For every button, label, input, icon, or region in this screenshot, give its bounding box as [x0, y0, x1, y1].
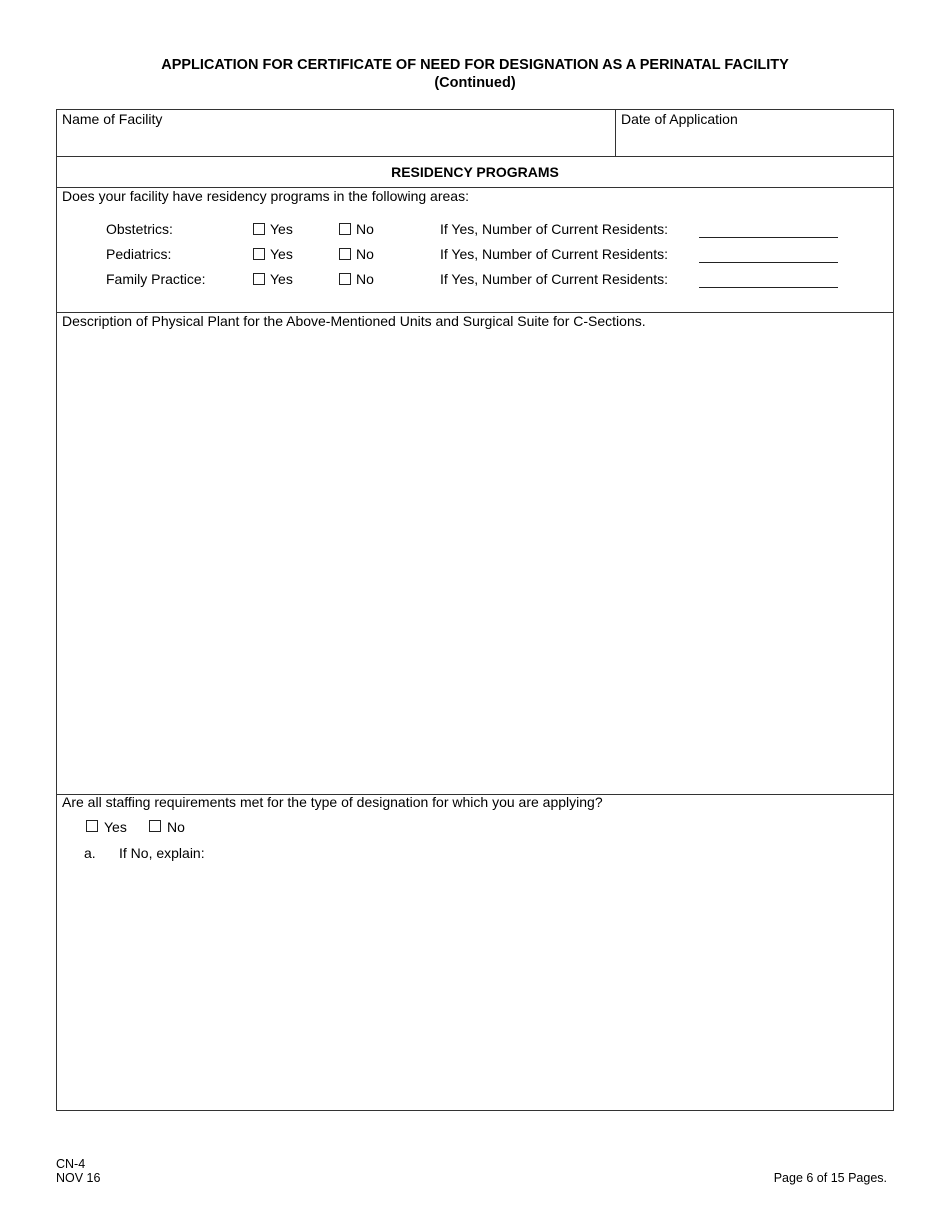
family-practice-resident-count-field[interactable] [699, 287, 838, 288]
staffing-question: Are all staffing requirements met for the type of designation for which you are applying? [62, 794, 603, 810]
resident-count-label: If Yes, Number of Current Residents: [440, 271, 668, 287]
residency-area-label: Family Practice: [106, 271, 206, 287]
date-of-application-field[interactable] [621, 130, 886, 152]
yes-label: Yes [270, 271, 293, 287]
residency-area-label: Pediatrics: [106, 246, 172, 262]
form-title-line2: (Continued) [434, 75, 516, 91]
explain-label: If No, explain: [119, 845, 205, 861]
family-practice-no-checkbox[interactable] [339, 273, 351, 285]
yes-label: Yes [104, 819, 127, 835]
explain-marker: a. [84, 845, 96, 861]
no-label: No [356, 246, 374, 262]
resident-count-label: If Yes, Number of Current Residents: [440, 246, 668, 262]
resident-count-label: If Yes, Number of Current Residents: [440, 221, 668, 237]
residency-area-label: Obstetrics: [106, 221, 173, 237]
staffing-no-checkbox[interactable] [149, 820, 161, 832]
date-of-application-label: Date of Application [621, 111, 738, 127]
pediatrics-resident-count-field[interactable] [699, 262, 838, 263]
physical-plant-field[interactable] [62, 334, 888, 790]
residency-question: Does your facility have residency programs in the following areas: [62, 188, 469, 204]
family-practice-yes-checkbox[interactable] [253, 273, 265, 285]
divider [57, 156, 893, 157]
residency-section-title: RESIDENCY PROGRAMS [391, 164, 559, 180]
form-id: CN-4 [56, 1157, 86, 1171]
no-label: No [167, 819, 185, 835]
pediatrics-no-checkbox[interactable] [339, 248, 351, 260]
form-title [0, 56, 950, 92]
obstetrics-resident-count-field[interactable] [699, 237, 838, 238]
obstetrics-yes-checkbox[interactable] [253, 223, 265, 235]
facility-name-label: Name of Facility [62, 111, 163, 127]
no-label: No [356, 221, 374, 237]
staffing-explain-field[interactable] [84, 868, 884, 1098]
form-title-line1: APPLICATION FOR CERTIFICATE OF NEED FOR DESIGNATION AS A PERINATAL FACILITY [161, 57, 789, 73]
page-info: Page 6 of 15 Pages. [773, 1171, 887, 1185]
physical-plant-label: Description of Physical Plant for the Above-Mentioned Units and Surgical Suite for C-Sections. [62, 313, 646, 329]
obstetrics-no-checkbox[interactable] [339, 223, 351, 235]
form-frame [56, 109, 894, 1111]
no-label: No [356, 271, 374, 287]
pediatrics-yes-checkbox[interactable] [253, 248, 265, 260]
facility-row-divider [615, 110, 616, 156]
facility-name-field[interactable] [62, 130, 607, 152]
form-revision: NOV 16 [56, 1171, 101, 1185]
yes-label: Yes [270, 221, 293, 237]
yes-label: Yes [270, 246, 293, 262]
staffing-yes-checkbox[interactable] [86, 820, 98, 832]
